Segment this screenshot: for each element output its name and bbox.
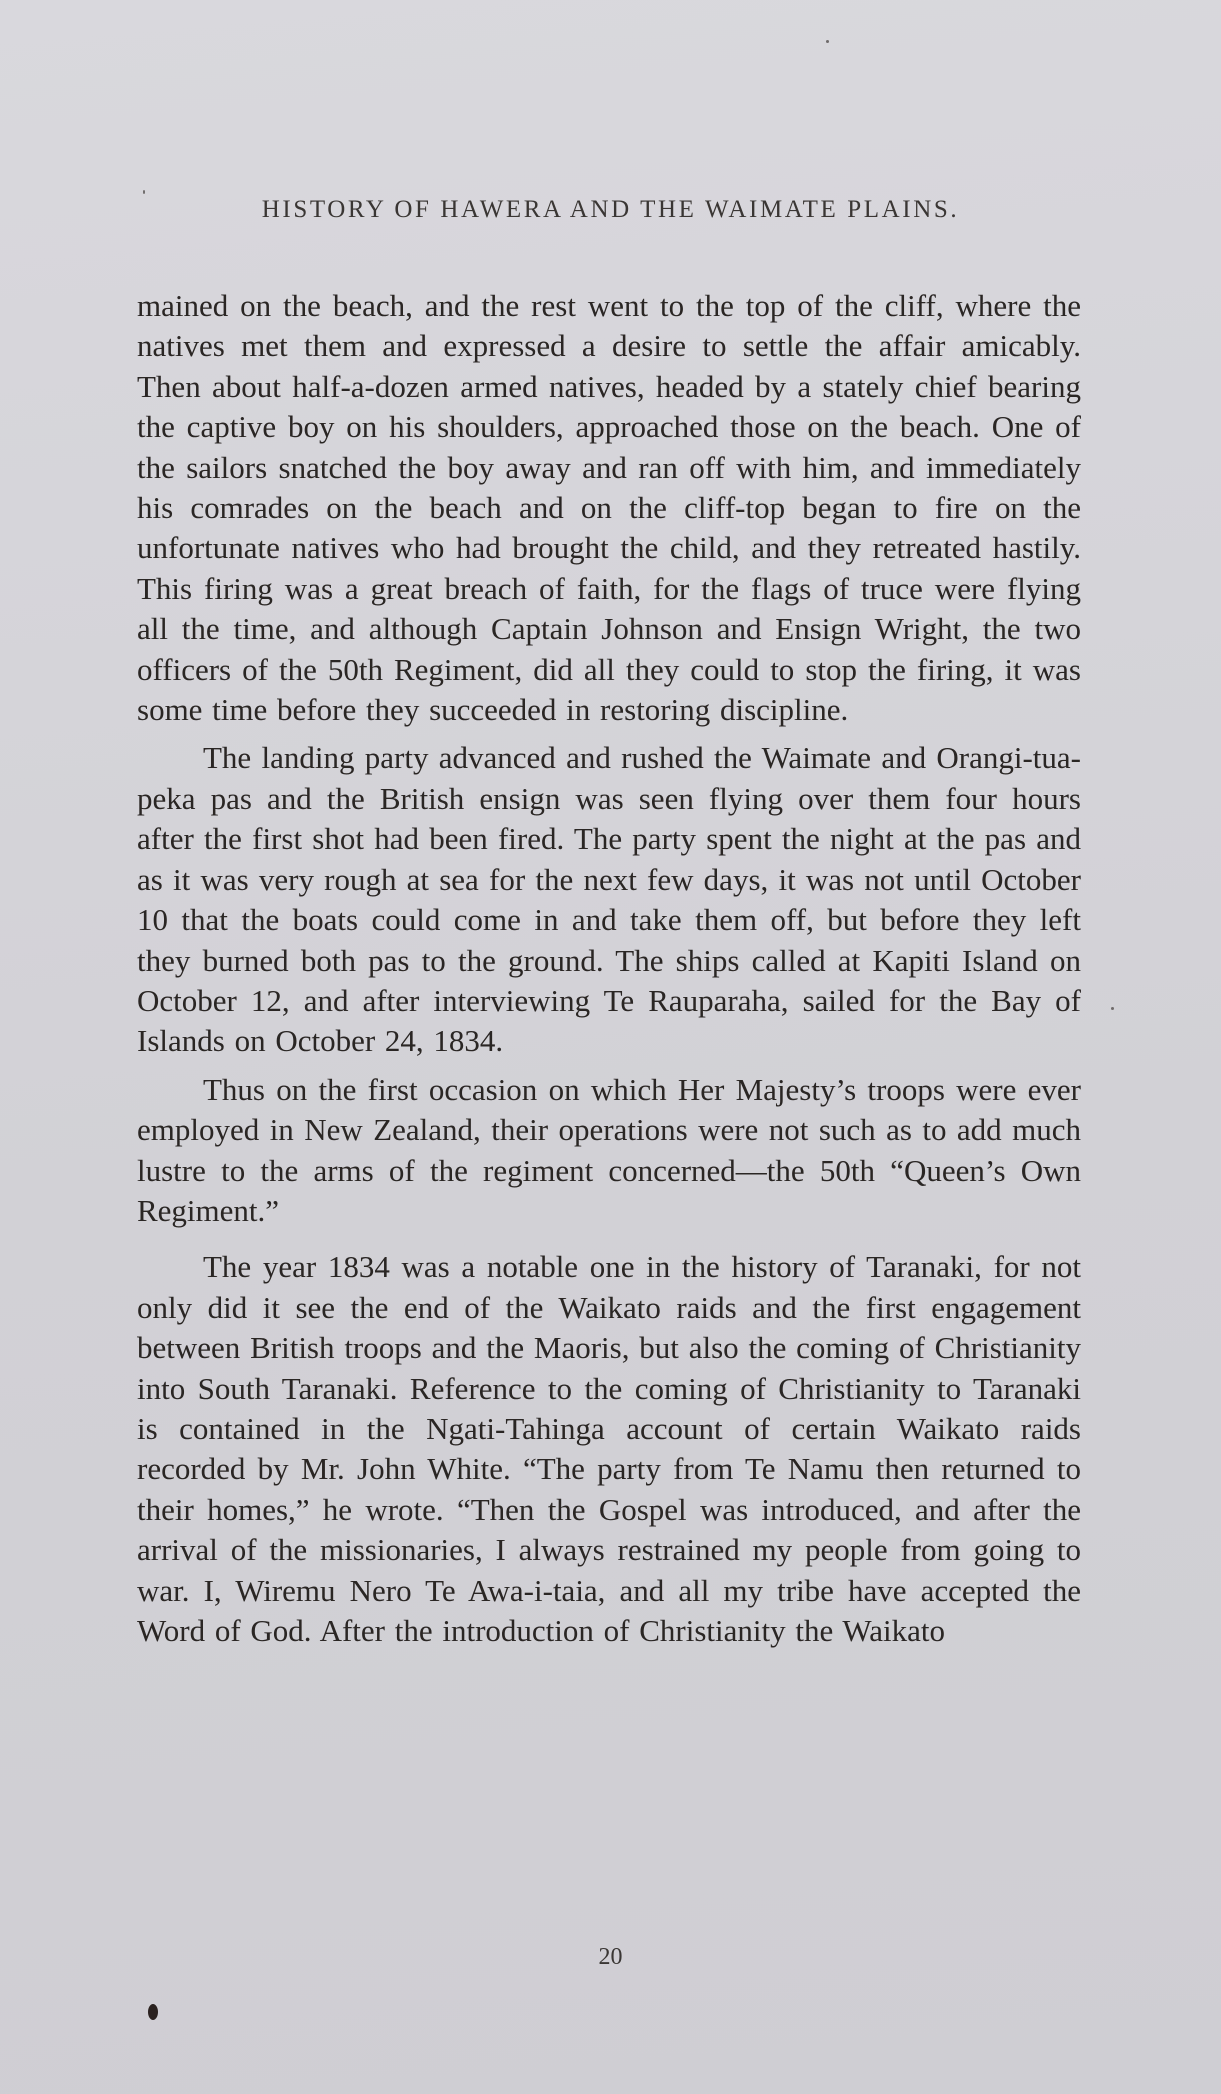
paragraph-continued: mained on the beach, and the rest went to the top of the cliff, where the natives met them and expressed a desire to settle the affair amicably. Then about half-a-dozen armed natives, headed by a stately chief bearing the captive boy on his shoulders, approached those on the beach. One of the sailors snatched the boy away and ran off with him, and immediately his comrades on the beach and on the cliff-top began to fire on the unfortunate natives who had brought the child, and they retreated hastily. This firing was a great breach of faith, for the flags of truce were flying all the time, and although Captain Johnson and Ensign Wright, the two officers of the 50th Regiment, did all they could to stop the firing, it was some time before they succeeded in restoring discipline. — [137, 288, 1081, 728]
paragraph-first-occasion: Thus on the first occasion on which Her Majesty’s troops were ever employed in New Zealand, their operations were not such as to add much lustre to the arms of the regiment concerned—the 50th “Queen’s Own Regiment.” — [137, 1071, 1081, 1228]
body-text — [137, 286, 1081, 1651]
ink-blot-mark — [148, 2004, 158, 2020]
paper-speck — [143, 190, 145, 194]
paper-speck — [826, 40, 829, 43]
paragraph-year-1834: The year 1834 was a notable one in the history of Taranaki, for not only did it see the end of the Waikato raids and the first engagement between British troops and the Maoris, but also the coming of Christianity into South Taranaki. Reference to the coming of Christianity to Taranaki is contained in the Ngati-Tahinga account of certain Waikato raids recorded by Mr. John White. “The party from Te Namu then returned to their homes,” he wrote. “Then the Gospel was introduced, and after the arrival of the missionaries, I always restrained my people from going to war. I, Wiremu Nero Te Awa-i-taia, and all my tribe have accepted the Word of God. After the introduction of Christianity the Waikato — [137, 1249, 1081, 1648]
paragraph-landing-party: The landing party advanced and rushed the Waimate and Orangi-tua-peka pas and the British ensign was seen flying over them four hours after the first shot had been fired. The party spent the night at the pas and as it was very rough at sea for the next few days, it was not until October 10 that the boats could come in and take them off, but before they left they burned both pas to the ground. The ships called at Kapiti Island on October 12, and after interviewing Te Rauparaha, sailed for the Bay of Islands on October 24, 1834. — [137, 740, 1081, 1059]
page-number: 20 — [598, 1944, 623, 1970]
running-header: HISTORY OF HAWERA AND THE WAIMATE PLAINS. — [261, 196, 960, 223]
paper-speck — [1111, 1007, 1114, 1010]
